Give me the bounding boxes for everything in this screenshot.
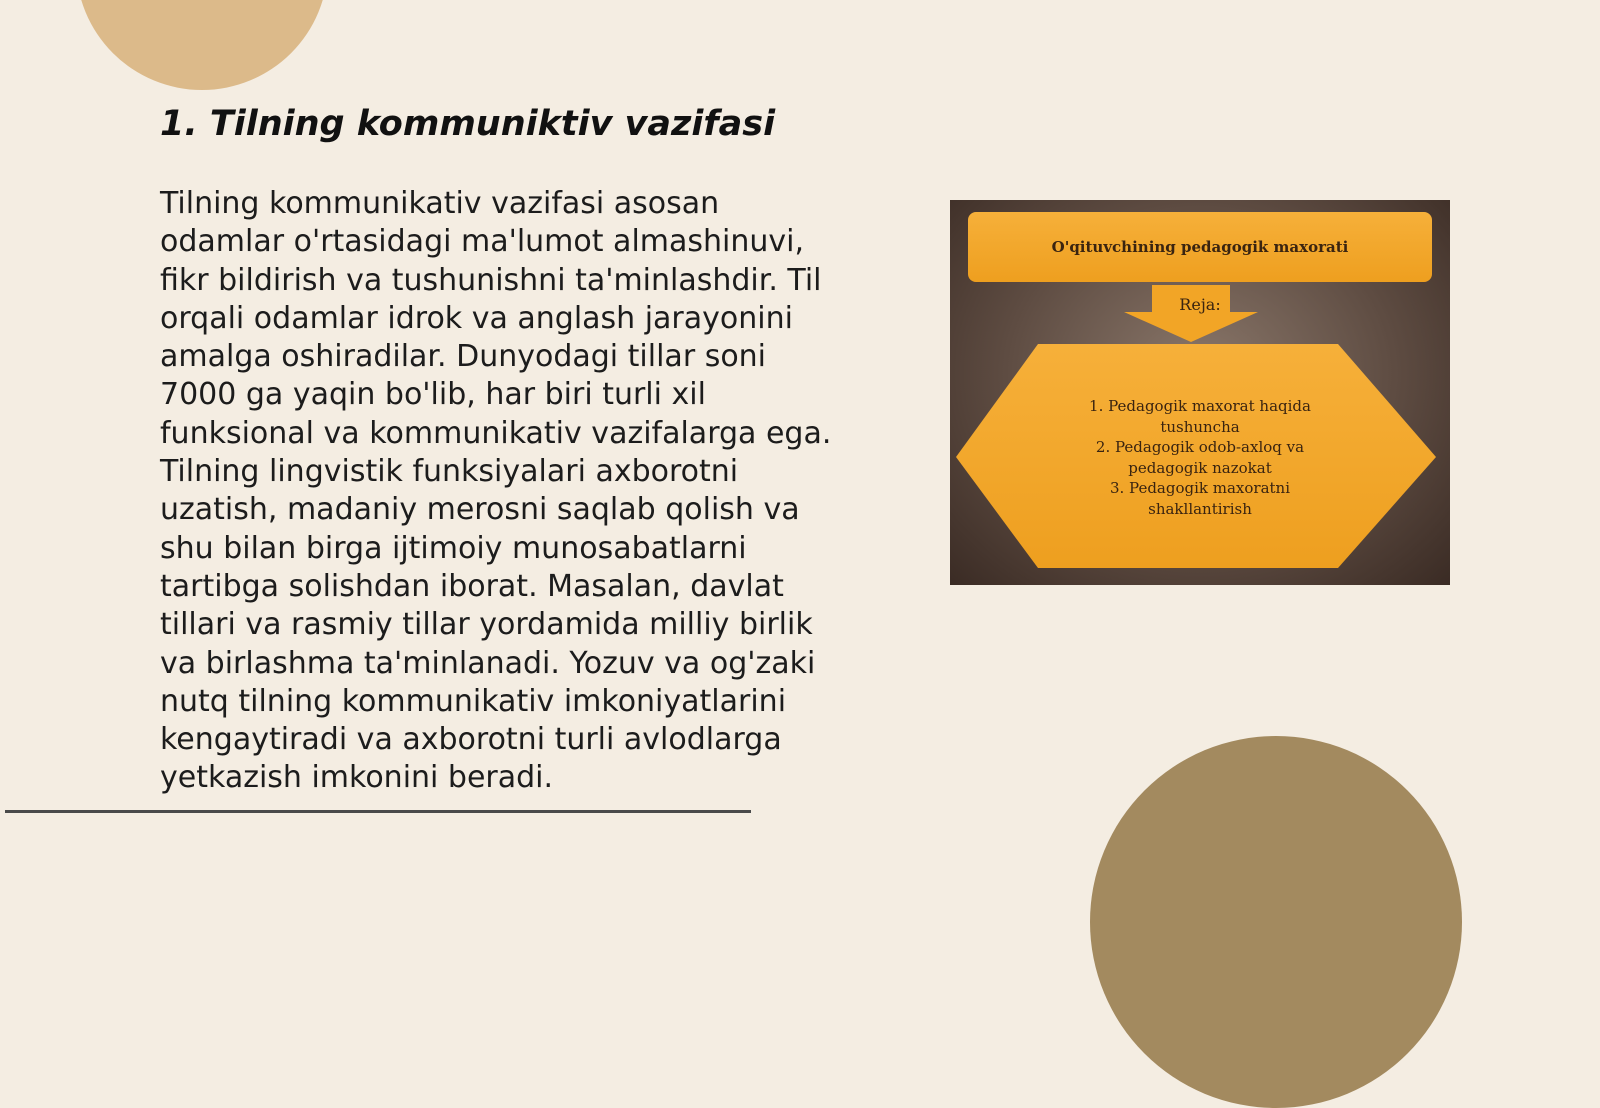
divider-line <box>5 810 751 813</box>
diagram-plan-item: shakllantirish <box>1148 499 1252 518</box>
diagram-plan-item: pedagogik nazokat <box>1128 458 1272 477</box>
diagram-reja-label: Reja: <box>1179 295 1221 314</box>
diagram-plan-item: 1. Pedagogik maxorat haqida <box>1089 397 1311 415</box>
diagram-plan-item: 2. Pedagogik odob-axloq va <box>1095 438 1305 457</box>
diagram-plan-list <box>1040 396 1360 520</box>
decorative-circle-bottom <box>1090 736 1462 1108</box>
diagram-plan-item: tushuncha <box>1160 417 1240 436</box>
slide-body-text: Tilning kommunikativ vazifasi asosan odamlar o'rtasidagi ma'lumot almashinuvi, fikr bildirish va tushunishni ta'minlashdir. Til orqali odamlar idrok va anglash jarayonini amalga oshiradilar. Dunyodagi tillar soni 7000 ga yaqin bo'lib, har biri turli xil funksional va kommunikativ vazifalarga ega. Tilning lingvistik funksiyalari axborotni uzatish, madaniy merosni saqlab qolish va shu bilan birga ijtimoiy munosabatlarni tartibga solishdan iborat. Masalan, davlat tillari va rasmiy tillar yordamida milliy birlik va birlashma ta'minlanadi. Yozuv va og'zaki nutq tilning kommunikativ imkoniyatlarini kengaytiradi va axborotni turli avlodlarga yetkazish imkonini beradi. <box>160 186 832 796</box>
diagram-shapes <box>950 200 1450 585</box>
decorative-circle-top <box>76 0 328 90</box>
diagram-plan-item: 3. Pedagogik maxoratni <box>1109 479 1291 498</box>
diagram-title: O'qituvchining pedagogik maxorati <box>1051 238 1349 256</box>
diagram-image <box>950 200 1450 585</box>
slide-title: 1. Tilning kommuniktiv vazifasi <box>160 104 776 144</box>
